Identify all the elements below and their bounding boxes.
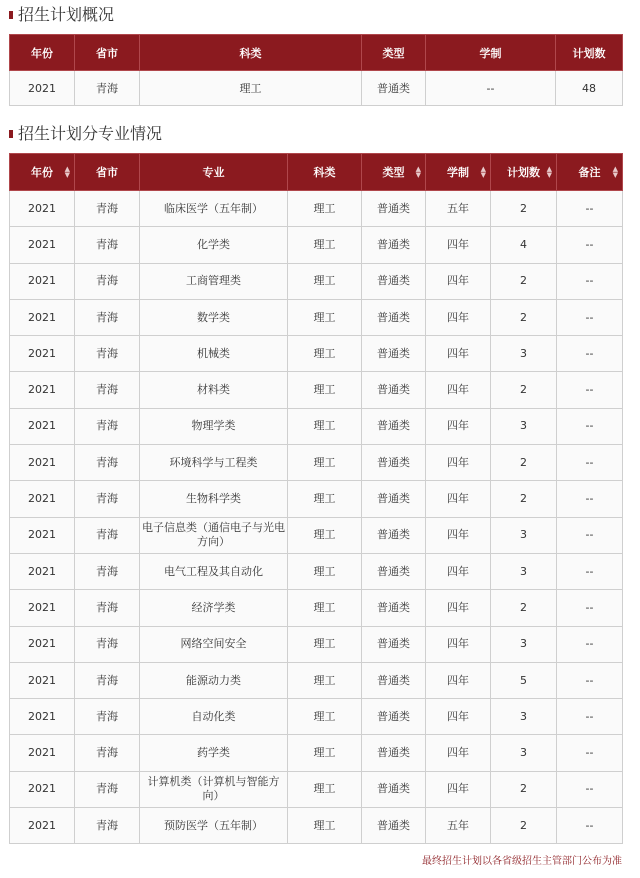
table-cell: 3	[491, 408, 557, 444]
table-row	[10, 808, 623, 844]
table-cell: 五年	[426, 808, 491, 844]
table-cell: 2021	[10, 735, 75, 771]
table-cell: 四年	[426, 626, 491, 662]
table-cell: 2021	[10, 481, 75, 517]
major-plan-table	[9, 153, 623, 844]
overview-data-row	[10, 71, 623, 106]
overview-cell: 普通类	[362, 71, 426, 106]
table-cell: 普通类	[362, 372, 426, 408]
table-cell: 青海	[75, 481, 140, 517]
table-cell: 5	[491, 662, 557, 698]
major-section-title	[9, 122, 162, 146]
table-cell: 普通类	[362, 590, 426, 626]
table-cell: 3	[491, 699, 557, 735]
table-cell: --	[557, 372, 623, 408]
table-cell: 普通类	[362, 227, 426, 263]
table-cell: 2	[491, 372, 557, 408]
sort-icon[interactable]: ▲ ▼	[612, 165, 618, 179]
table-cell: 2	[491, 590, 557, 626]
sort-icon[interactable]: ▲ ▼	[480, 165, 486, 179]
table-cell: 4	[491, 227, 557, 263]
table-cell: 青海	[75, 553, 140, 589]
table-cell: 四年	[426, 662, 491, 698]
table-cell: --	[557, 408, 623, 444]
table-row	[10, 517, 623, 553]
sort-icon[interactable]: ▲ ▼	[64, 165, 70, 179]
table-cell: --	[557, 227, 623, 263]
table-cell: 四年	[426, 699, 491, 735]
table-row	[10, 481, 623, 517]
table-cell: 四年	[426, 336, 491, 372]
table-cell: 化学类	[140, 227, 288, 263]
table-cell: 普通类	[362, 445, 426, 481]
table-cell: 青海	[75, 517, 140, 553]
table-cell: 材料类	[140, 372, 288, 408]
table-cell: 青海	[75, 699, 140, 735]
header-label: 学制	[447, 166, 469, 179]
table-cell: 青海	[75, 263, 140, 299]
table-cell: 青海	[75, 735, 140, 771]
table-cell: 2021	[10, 336, 75, 372]
major-header-cell[interactable]	[362, 154, 426, 191]
table-cell: 四年	[426, 372, 491, 408]
major-header-cell	[140, 154, 288, 191]
table-cell: 理工	[288, 299, 362, 335]
table-cell: 理工	[288, 590, 362, 626]
major-header-cell[interactable]	[557, 154, 623, 191]
table-cell: --	[557, 662, 623, 698]
overview-header-cell: 计划数	[556, 35, 623, 71]
table-cell: 临床医学（五年制）	[140, 191, 288, 227]
overview-header-cell: 省市	[75, 35, 140, 71]
table-row	[10, 553, 623, 589]
table-cell: 电气工程及其自动化	[140, 553, 288, 589]
table-cell: 3	[491, 735, 557, 771]
major-header-cell[interactable]	[491, 154, 557, 191]
table-cell: 3	[491, 336, 557, 372]
table-cell: 普通类	[362, 263, 426, 299]
table-cell: --	[557, 445, 623, 481]
table-row	[10, 445, 623, 481]
overview-section-title	[9, 3, 114, 27]
table-cell: 理工	[288, 336, 362, 372]
major-header-cell	[75, 154, 140, 191]
table-cell: 2021	[10, 227, 75, 263]
table-cell: 理工	[288, 263, 362, 299]
table-cell: 理工	[288, 481, 362, 517]
table-cell: 2021	[10, 408, 75, 444]
table-cell: 2021	[10, 699, 75, 735]
table-row	[10, 299, 623, 335]
overview-cell: --	[426, 71, 556, 106]
table-cell: 四年	[426, 299, 491, 335]
table-cell: 四年	[426, 481, 491, 517]
table-cell: 四年	[426, 735, 491, 771]
table-cell: 电子信息类（通信电子与光电方向）	[140, 517, 288, 553]
table-cell: --	[557, 336, 623, 372]
table-cell: 四年	[426, 227, 491, 263]
overview-title-text: 招生计划概况	[18, 5, 115, 24]
table-row	[10, 771, 623, 807]
table-cell: 理工	[288, 699, 362, 735]
table-cell: 青海	[75, 626, 140, 662]
table-cell: --	[557, 481, 623, 517]
table-row	[10, 372, 623, 408]
table-cell: --	[557, 553, 623, 589]
major-header-cell	[288, 154, 362, 191]
table-cell: 理工	[288, 191, 362, 227]
table-cell: 2	[491, 481, 557, 517]
table-row	[10, 336, 623, 372]
table-row	[10, 735, 623, 771]
table-cell: 普通类	[362, 808, 426, 844]
table-cell: --	[557, 191, 623, 227]
table-cell: 2021	[10, 299, 75, 335]
overview-cell: 2021	[10, 71, 75, 106]
table-cell: 理工	[288, 517, 362, 553]
overview-cell: 理工	[140, 71, 362, 106]
major-title-text: 招生计划分专业情况	[18, 124, 163, 143]
table-cell: 机械类	[140, 336, 288, 372]
table-cell: 四年	[426, 263, 491, 299]
header-label: 年份	[31, 166, 53, 179]
header-label: 备注	[578, 166, 601, 179]
table-cell: 计算机类（计算机与智能方向）	[140, 771, 288, 807]
table-cell: 理工	[288, 662, 362, 698]
table-cell: 环境科学与工程类	[140, 445, 288, 481]
table-row	[10, 662, 623, 698]
table-cell: 2	[491, 299, 557, 335]
table-cell: 2021	[10, 771, 75, 807]
table-cell: 普通类	[362, 699, 426, 735]
table-cell: 普通类	[362, 771, 426, 807]
table-cell: 普通类	[362, 553, 426, 589]
table-cell: --	[557, 626, 623, 662]
table-row	[10, 263, 623, 299]
table-row	[10, 408, 623, 444]
table-cell: 药学类	[140, 735, 288, 771]
table-cell: 青海	[75, 336, 140, 372]
sort-icon[interactable]: ▲ ▼	[546, 165, 552, 179]
table-cell: 普通类	[362, 408, 426, 444]
table-cell: 普通类	[362, 662, 426, 698]
table-cell: 数学类	[140, 299, 288, 335]
table-cell: 青海	[75, 227, 140, 263]
table-cell: --	[557, 263, 623, 299]
table-cell: 青海	[75, 408, 140, 444]
table-cell: 3	[491, 517, 557, 553]
table-cell: 四年	[426, 771, 491, 807]
table-cell: 2	[491, 191, 557, 227]
table-row	[10, 626, 623, 662]
overview-cell: 青海	[75, 71, 140, 106]
title-marker-icon	[9, 130, 13, 138]
table-cell: 3	[491, 626, 557, 662]
title-marker-icon	[9, 11, 13, 19]
table-cell: 理工	[288, 445, 362, 481]
table-cell: 普通类	[362, 191, 426, 227]
header-label: 类型	[382, 166, 405, 179]
table-cell: 青海	[75, 662, 140, 698]
header-label: 专业	[202, 166, 225, 179]
table-cell: 理工	[288, 372, 362, 408]
table-cell: 青海	[75, 299, 140, 335]
table-row	[10, 699, 623, 735]
overview-cell: 48	[556, 71, 623, 106]
table-cell: 理工	[288, 735, 362, 771]
table-cell: 理工	[288, 227, 362, 263]
overview-header-cell: 类型	[362, 35, 426, 71]
table-cell: --	[557, 735, 623, 771]
table-cell: 2021	[10, 553, 75, 589]
table-cell: 理工	[288, 553, 362, 589]
table-cell: 青海	[75, 191, 140, 227]
table-cell: 2021	[10, 191, 75, 227]
table-cell: 四年	[426, 445, 491, 481]
sort-icon[interactable]: ▲ ▼	[415, 165, 421, 179]
overview-header-cell: 学制	[426, 35, 556, 71]
table-cell: 2	[491, 445, 557, 481]
table-cell: 青海	[75, 445, 140, 481]
table-cell: 理工	[288, 408, 362, 444]
table-cell: 2021	[10, 808, 75, 844]
table-cell: 生物科学类	[140, 481, 288, 517]
table-cell: 青海	[75, 771, 140, 807]
major-header-row	[10, 154, 623, 191]
table-cell: 经济学类	[140, 590, 288, 626]
table-cell: --	[557, 299, 623, 335]
table-cell: 2021	[10, 590, 75, 626]
table-cell: 物理学类	[140, 408, 288, 444]
table-cell: 2	[491, 808, 557, 844]
table-cell: 五年	[426, 191, 491, 227]
table-cell: 2021	[10, 517, 75, 553]
table-cell: 普通类	[362, 626, 426, 662]
table-cell: 2021	[10, 662, 75, 698]
table-row	[10, 191, 623, 227]
header-label: 省市	[96, 166, 118, 179]
header-label: 计划数	[507, 166, 540, 179]
table-cell: 2	[491, 263, 557, 299]
table-cell: 3	[491, 553, 557, 589]
table-cell: 2021	[10, 445, 75, 481]
table-cell: 四年	[426, 590, 491, 626]
table-cell: 网络空间安全	[140, 626, 288, 662]
table-cell: 四年	[426, 517, 491, 553]
table-cell: 普通类	[362, 299, 426, 335]
table-cell: 2	[491, 771, 557, 807]
table-cell: 青海	[75, 372, 140, 408]
major-header-cell[interactable]	[10, 154, 75, 191]
table-row	[10, 590, 623, 626]
major-header-cell[interactable]	[426, 154, 491, 191]
table-cell: 青海	[75, 590, 140, 626]
table-row	[10, 227, 623, 263]
table-cell: 理工	[288, 626, 362, 662]
table-cell: 四年	[426, 553, 491, 589]
table-cell: 青海	[75, 808, 140, 844]
overview-table	[9, 34, 623, 106]
table-cell: 工商管理类	[140, 263, 288, 299]
table-cell: 能源动力类	[140, 662, 288, 698]
table-cell: 普通类	[362, 735, 426, 771]
table-cell: 2021	[10, 263, 75, 299]
table-cell: 普通类	[362, 336, 426, 372]
table-cell: 四年	[426, 408, 491, 444]
table-cell: --	[557, 699, 623, 735]
overview-header-cell: 年份	[10, 35, 75, 71]
table-cell: 预防医学（五年制）	[140, 808, 288, 844]
table-cell: --	[557, 771, 623, 807]
table-cell: 普通类	[362, 481, 426, 517]
table-cell: 普通类	[362, 517, 426, 553]
table-cell: 理工	[288, 808, 362, 844]
overview-header-cell: 科类	[140, 35, 362, 71]
table-cell: --	[557, 590, 623, 626]
table-cell: --	[557, 808, 623, 844]
overview-header-row	[10, 35, 623, 71]
footer-note: 最终招生计划以各省级招生主管部门公布为准	[422, 856, 622, 867]
table-cell: 自动化类	[140, 699, 288, 735]
table-cell: --	[557, 517, 623, 553]
table-cell: 2021	[10, 626, 75, 662]
table-cell: 理工	[288, 771, 362, 807]
table-cell: 2021	[10, 372, 75, 408]
header-label: 科类	[313, 166, 336, 179]
